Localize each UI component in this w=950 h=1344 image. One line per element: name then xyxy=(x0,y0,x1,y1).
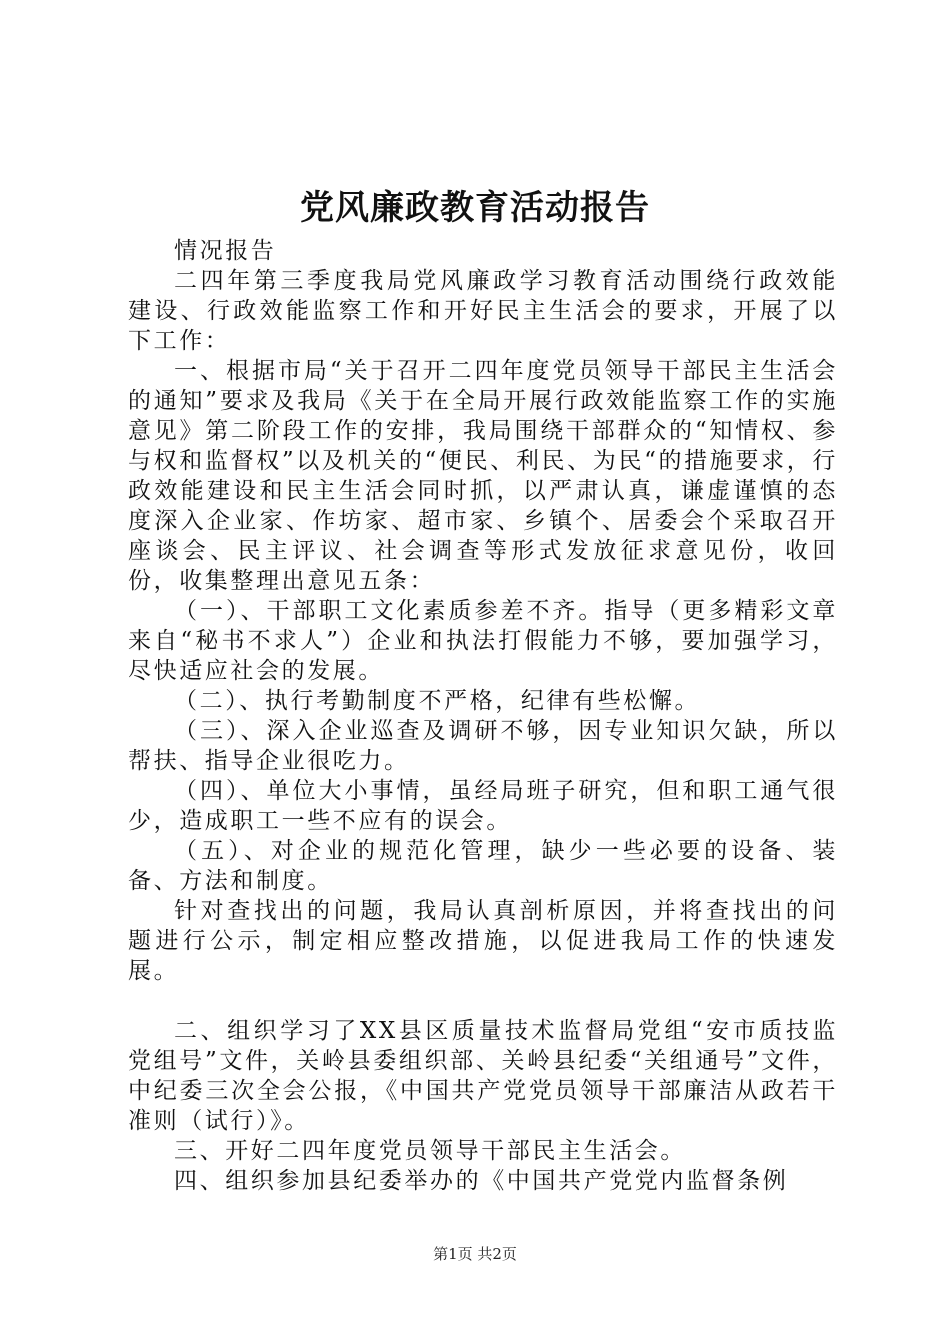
paragraph-section-4: 四、组织参加县纪委举办的《中国共产党党内监督条例 xyxy=(174,1168,789,1194)
paragraph-section-3: 三、开好二四年度党员领导干部民主生活会。 xyxy=(174,1138,686,1164)
paragraph-remedy: 针对查找出的问题，我局认真剖析原因，并将查找出的问题进行公示，制定相应整改措施，以促进我局工作的快速发展。 xyxy=(128,898,838,984)
document-title: 党风廉政教育活动报告 xyxy=(300,188,650,228)
paragraph-item-1: （一）、干部职工文化素质参差不齐。指导（更多精彩文章来自“秘书不求人”）企业和执法打假能力不够，要加强学习，尽快适应社会的发展。 xyxy=(128,598,838,684)
paragraph-section-2: 二、组织学习了XX县区质量技术监督局党组“安市质技监党组号”文件，关岭县委组织部、关岭县纪委“关组通号”文件，中纪委三次全会公报，《中国共产党党员领导干部廉洁从政若干准则（试行）》。 xyxy=(128,1018,838,1134)
document-body xyxy=(128,236,838,1196)
paragraph-heading: 情况报告 xyxy=(174,238,277,264)
paragraph-item-3: （三）、深入企业巡查及调研不够，因专业知识欠缺，所以帮扶、指导企业很吃力。 xyxy=(128,718,838,774)
paragraph-item-4: （四）、单位大小事情，虽经局班子研究，但和职工通气很少，造成职工一些不应有的误会。 xyxy=(128,778,838,834)
page-footer: 第1页 共2页 xyxy=(433,1245,517,1263)
paragraph-item-5: （五）、对企业的规范化管理，缺少一些必要的设备、装备、方法和制度。 xyxy=(128,838,838,894)
paragraph-item-2: （二）、执行考勤制度不严格，纪律有些松懈。 xyxy=(174,688,701,714)
paragraph-intro: 二四年第三季度我局党风廉政学习教育活动围绕行政效能建设、行政效能监察工作和开好民主生活会的要求，开展了以下工作： xyxy=(128,268,838,354)
paragraph-section-1: 一、根据市局“关于召开二四年度党员领导干部民主生活会的通知”要求及我局《关于在全局开展行政效能监察工作的实施意见》第二阶段工作的安排，我局围绕干部群众的“知情权、参与权和监督权”以及机关的“便民、利民、为民“的措施要求，行政效能建设和民主生活会同时抓，以严肃认真，谦虚谨慎的态度深入企业家、作坊家、超市家、乡镇个、居委会个采取召开座谈会、民主评议、社会调查等形式发放征求意见份，收回份，收集整理出意见五条： xyxy=(128,358,838,594)
